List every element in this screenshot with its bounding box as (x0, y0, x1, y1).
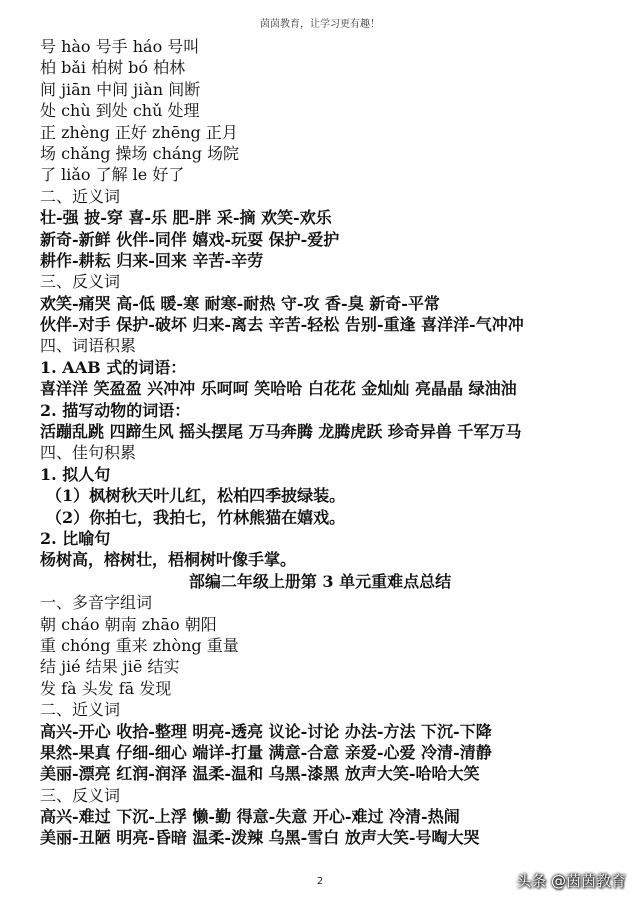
text-line: 欢笑-痛哭 高-低 暖-寒 耐寒-耐热 守-攻 香-臭 新奇-平常 (40, 293, 440, 313)
text-line: 了 liǎo 了解 le 好了 (40, 165, 185, 185)
text-line: 三、反义词 (40, 785, 121, 805)
text-line: 喜洋洋 笑盈盈 兴冲冲 乐呵呵 笑哈哈 白花花 金灿灿 亮晶晶 绿油油 (40, 379, 517, 399)
text-line: 美丽-丑陋 明亮-昏暗 温柔-泼辣 乌黑-雪白 放声大笑-号啕大哭 (40, 828, 480, 848)
text-line: 号 hào 号手 háo 号叫 (40, 37, 200, 56)
text-line: 活蹦乱跳 四蹄生风 摇头摆尾 万马奔腾 龙腾虎跃 珍奇异兽 千军万马 (40, 422, 522, 442)
text-line: 二、近义词 (40, 186, 121, 206)
text-line: 结 jié 结果 jiē 结实 (40, 657, 180, 677)
page-number: 2 (316, 876, 324, 887)
text-line: 朝 cháo 朝南 zhāo 朝阳 (40, 614, 217, 634)
text-line: 四、词语积累 (40, 336, 137, 356)
text-line: 壮-强 披-穿 喜-乐 肥-胖 采-摘 欢笑-欢乐 (40, 208, 332, 228)
text-line: 四、佳句积累 (40, 443, 137, 463)
text-line: 二、近义词 (40, 700, 121, 720)
text-line: 2. 比喻句 (40, 528, 111, 548)
text-line: 耕作-耕耘 归来-回来 辛苦-辛劳 (40, 250, 264, 270)
text-line: 正 zhèng 正好 zhēng 正月 (40, 122, 238, 142)
text-line: 伙伴-对手 保护-破坏 归来-离去 辛苦-轻松 告别-重逢 喜洋洋-气冲冲 (40, 315, 524, 335)
text-line: 处 chù 到处 chǔ 处理 (40, 101, 200, 121)
text-line: 1. AAB 式的词语： (40, 357, 187, 377)
text-line: 1. 拟人句 (40, 464, 111, 484)
text-line: 杨树高，榕树壮，梧桐树叶像手掌。 (40, 550, 297, 570)
text-line: 部编二年级上册第 3 单元重难点总结 (188, 571, 452, 591)
text-line: （2）你拍七，我拍七，竹林熊猫在嬉戏。 (46, 507, 346, 527)
text-line: 三、反义词 (40, 272, 121, 292)
text-line: 果然-果真 仔细-细心 端详-打量 满意-合意 亲爱-心爱 冷清-清静 (40, 742, 492, 762)
text-line: 间 jiān 中间 jiàn 间断 (40, 79, 201, 99)
watermark: 头条 @茵茵教育 (516, 872, 626, 890)
text-line: 2. 描写动物的词语： (40, 400, 191, 420)
text-line: 重 chóng 重来 zhòng 重量 (40, 635, 239, 655)
text-line: 发 fà 头发 fā 发现 (40, 678, 172, 698)
page-header: 茵茵教育，让学习更有趣！ (260, 19, 380, 30)
text-line: 新奇-新鲜 伙伴-同伴 嬉戏-玩耍 保护-爱护 (40, 229, 340, 249)
text-line: 柏 bǎi 柏树 bó 柏林 (40, 58, 186, 78)
text-line: 场 chǎng 操场 cháng 场院 (40, 143, 240, 163)
text-line: 美丽-漂亮 红润-润泽 温柔-温和 乌黑-漆黑 放声大笑-哈哈大笑 (40, 764, 480, 784)
text-line: 高兴-难过 下沉-上浮 懒-勤 得意-失意 开心-难过 冷清-热闹 (40, 807, 460, 827)
text-line: 一、多音字组词 (40, 593, 153, 613)
document-body (40, 36, 630, 849)
text-line: 高兴-开心 收拾-整理 明亮-透亮 议论-讨论 办法-方法 下沉-下降 (40, 721, 492, 741)
text-line: （1）枫树秋天叶儿红，松柏四季披绿装。 (46, 486, 346, 506)
